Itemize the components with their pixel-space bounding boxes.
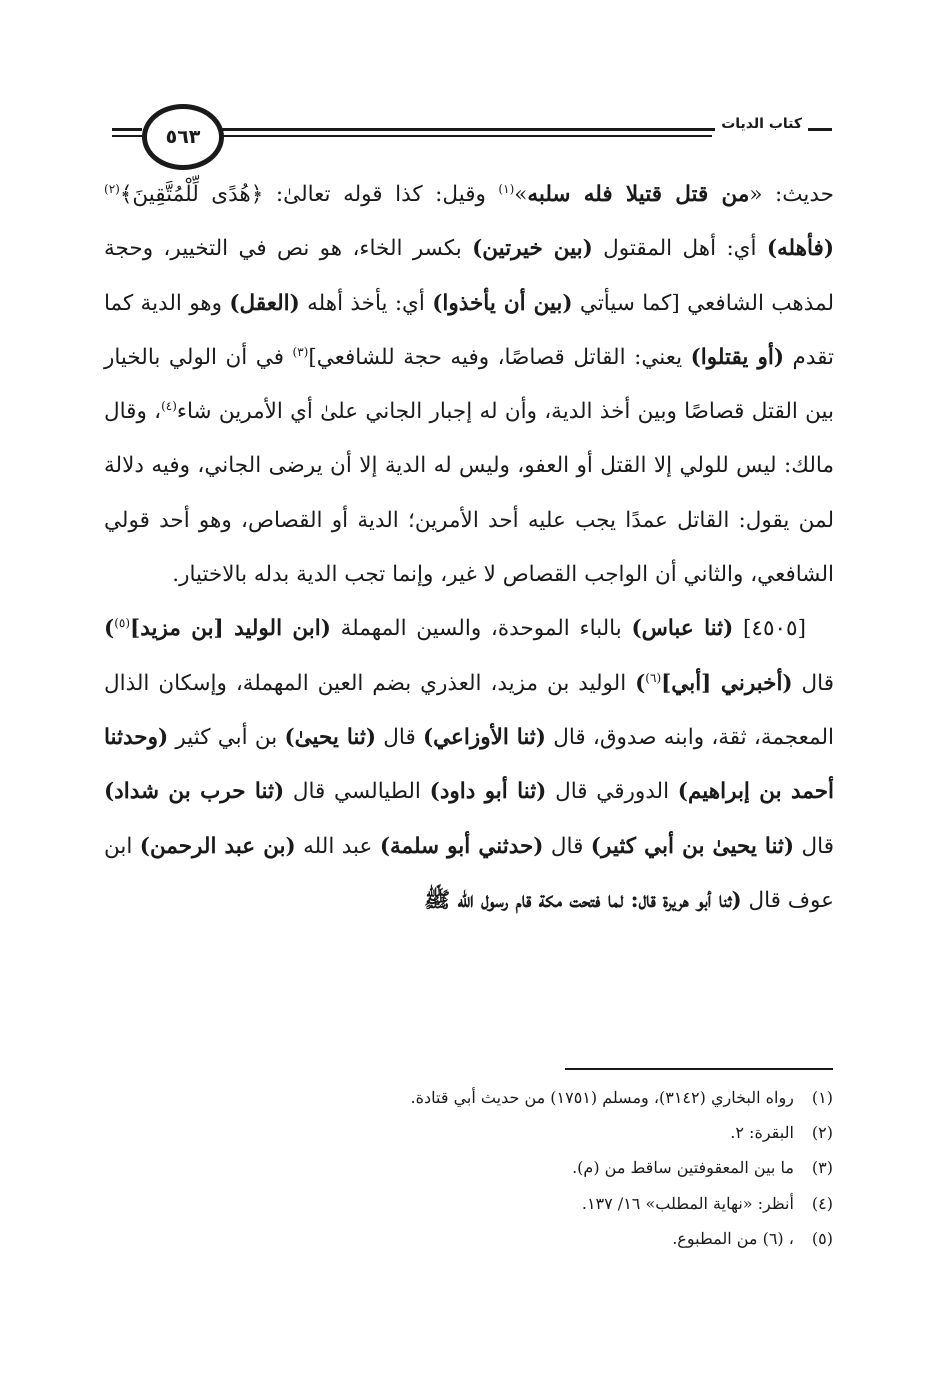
bold-phrase: (ثنا عباس) <box>631 616 734 642</box>
text-run: ، وقال مالك: ليس للولي إلا القتل أو العفو، وليس له الدية إلا أن يرضى الجاني، وفيه دلالة لمن يقول: القاتل عمدًا يجب عليه أحد الأمرين؛ الدية أو القصاص، وهو أحد قولي الشافعي، والثاني أن الواجب القصاص لا غير، وإنما تجب الدية بدله بالاختيار. <box>104 399 834 588</box>
text-run: في أن الولي بالخيار بين القتل قصاصًا وبين أخذ الدية، وأن له إجبار الجاني علىٰ أي الأمرين شاء <box>104 344 834 425</box>
footnote-ref: (٤) <box>161 399 177 414</box>
running-title: كتاب الديات <box>715 116 808 132</box>
bold-phrase: من قتل قتيلا فله سلبه <box>527 182 750 207</box>
footnote-text: ما بين المعقوفتين ساقط من (م). <box>572 1158 794 1178</box>
text-run: ابن عوف قال <box>104 833 834 913</box>
footnote <box>250 1080 833 1115</box>
bold-phrase: (ثنا أبو داود) <box>429 779 547 805</box>
paragraph-commentary <box>104 168 834 602</box>
bold-phrase: ) <box>104 616 115 642</box>
footnote <box>250 1221 833 1256</box>
text-run: أي: أهل المقتول <box>592 236 767 262</box>
header-rule <box>212 135 712 137</box>
footnotes <box>250 1080 833 1256</box>
footnote-text: البقرة: ٢. <box>730 1123 794 1143</box>
header-rule <box>112 128 142 131</box>
text-run: يعني: القاتل قصاصًا، وفيه حجة للشافعي] <box>308 344 691 370</box>
text-run: قال <box>376 724 423 750</box>
bold-phrase: (ثنا يحيىٰ) <box>284 724 377 750</box>
bold-phrase: (ثنا حرب بن شداد) <box>104 779 285 805</box>
footnote-text: أنظر: «نهاية المطلب» ١٦/ ١٣٧. <box>581 1193 794 1213</box>
bold-phrase: (ثنا أبو هريرة قال: لما فتحت مكة قام رسول الله ﷺ <box>424 887 742 913</box>
footnote-ref: (٣) <box>292 344 309 359</box>
footnote-separator <box>565 1068 833 1070</box>
footnote-text: رواه البخاري (٣١٤٢)، ومسلم (١٧٥١) من حديث أبي قتادة. <box>410 1088 794 1107</box>
bold-phrase: (أخبرني [أبي] <box>661 670 793 696</box>
bold-phrase: (بن عبد الرحمن) <box>139 833 296 859</box>
bold-phrase: (فأهله) <box>766 236 834 262</box>
footnote <box>250 1150 833 1185</box>
text-run: وقيل: كذا قوله تعالىٰ: ﴿هُدًى لِّلْمُتَّقِينَ﴾ <box>119 182 499 207</box>
bold-phrase: (بين خيرتين) <box>472 236 593 262</box>
bold-phrase: (حدثني أبو سلمة) <box>379 833 544 859</box>
footnote-ref: (٥) <box>114 616 131 631</box>
bold-phrase: (ثنا الأوزاعي) <box>422 724 546 750</box>
text-run: عبد الله <box>295 833 380 859</box>
bold-phrase: (العقل) <box>229 290 300 316</box>
page-number: ٥٦٣ <box>142 104 224 170</box>
text-run: أي: يأخذ أهله <box>299 290 433 316</box>
bold-phrase: (ابن الوليد [بن مزيد] <box>130 616 331 642</box>
bold-phrase: ) <box>635 670 646 696</box>
footnote-ref: (٦) <box>645 670 662 685</box>
bold-phrase: (أو يقتلوا) <box>690 344 785 370</box>
text-run: قال <box>792 670 834 696</box>
text-run: قال <box>543 833 591 859</box>
text-run: بالباء الموحدة، والسين المهملة <box>330 616 632 642</box>
footnote-ref: (٢) <box>104 181 120 196</box>
paragraph-hadith-4505 <box>104 602 834 928</box>
footnote <box>250 1115 833 1150</box>
footnote-number: (٢) <box>811 1123 833 1143</box>
text-run: » <box>514 182 528 207</box>
text-run: الدورقي قال <box>546 779 678 805</box>
footnote <box>250 1186 833 1221</box>
bold-phrase: (بين أن يأخذوا) <box>432 290 573 316</box>
header-rule <box>112 135 142 137</box>
bold-phrase: (وحدثنا أحمد بن إبراهيم) <box>104 724 834 805</box>
text-run: وهو الدية كما تقدم <box>104 290 835 370</box>
footnote-number: (٤) <box>811 1193 833 1213</box>
page-header <box>112 100 832 164</box>
text-run: الطيالسي قال <box>284 779 430 805</box>
footnote-number: (٣) <box>811 1158 833 1178</box>
footnote-text: ، (٦) من المطبوع. <box>672 1228 794 1248</box>
bold-phrase: (ثنا يحيىٰ بن أبي كثير) <box>590 833 795 859</box>
text-run: [٤٥٠٥] <box>733 616 806 642</box>
text-run: الوليد بن مزيد، العذري بضم العين المهملة، وإسكان الذال المعجمة، ثقة، وابنه صدوق، قال <box>104 670 834 750</box>
text-run: حديث: « <box>749 182 834 207</box>
main-text <box>104 168 834 928</box>
text-run: بكسر الخاء، هو نص في التخيير، وحجة لمذهب الشافعي [كما سيأتي <box>104 236 834 316</box>
text-run: بن أبي كثير <box>168 724 285 750</box>
footnote-number: (١) <box>811 1088 833 1107</box>
footnote-number: (٥) <box>811 1228 833 1248</box>
text-run: قال <box>794 833 834 859</box>
footnote-ref: (١) <box>498 181 515 196</box>
